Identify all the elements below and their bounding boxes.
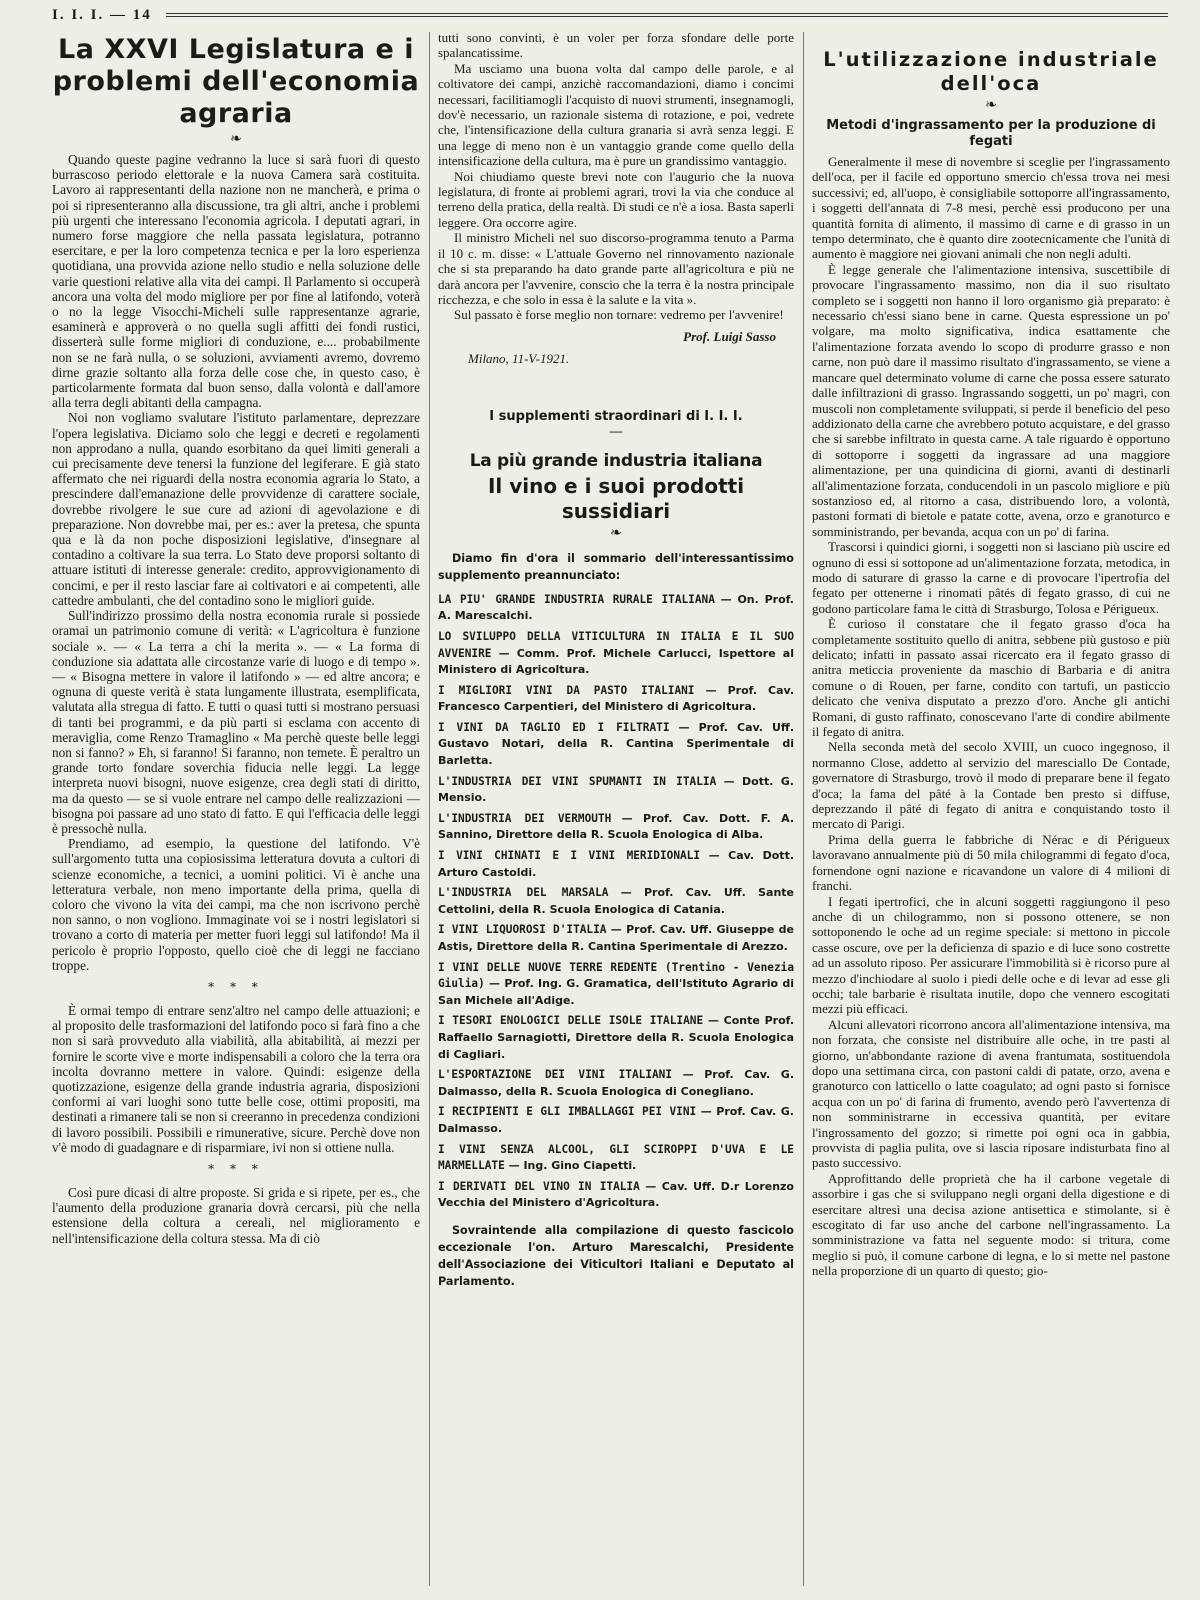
item-title: I VINI LIQUOROSI D'ITALIA (438, 923, 607, 937)
item-title: L'INDUSTRIA DEI VINI SPUMANTI IN ITALIA (438, 774, 717, 788)
list-item (438, 629, 794, 679)
paragraph: Alcuni allevatori ricorrono ancora all'alimentazione intensiva, ma non forzata, che consiste nel distribuire alle oche, in tre pasti al giorno, un'abbondante razione di avena frantumata, sostituendola dopo una settimana circa, con pastoni caldi di patate, orzo, avena e granoturco con latticello o latte coagulato; ad ogni pasto si fornisce acqua con un po' di farina di frumento, avendo però l'avvertenza di non somministrarne in eccessiva quantità, per evitare l'ingrossamento del gozzo; si rimette poi ogni oca in gabbia, provvista di paglia pulita, ove si lascia riposare indisturbata fino al pasto successivo. (812, 1016, 1170, 1171)
paragraph: È legge generale che l'alimentazione intensiva, suscettibile di provocare l'ingrassamento massimo, non dia il suo risultato completo se i soggetti non hanno il loro organismo già preparato: è necessario ch'essi siano bene in carne. Questa espressione un po' volgare, ma molto significativa, indica esattamente che l'alimentazione forzata avendo lo scopo di produrre grasso e non carne, non può dare il massimo risultato d'ingrassamento, se viene a mancare quel determinato volume di carne che possa essere saturato dalle infiltrazioni di grasso. Ingrassando soggetti, un po' magri, con muscoli non completamente sviluppati, si perde il beneficio del peso addizionato della carne che avrebbero potuto acquistare, e del grasso che si sarebbe infiltrato in questa carne. A tale riguardo è opportuno di sottoporre i soggetti da ingrassare ad una maggiore alimentazione, per una quindicina di giorni, avanti di destinarli all'alimentazione forzata, conducendoli in un pascolo migliore e più sostanzioso ed, al ritorno a casa, distribuendo loro, a volontà, pastoni formati di bietole e patate cotte, avena, orzo e granoturco e somministrando, per bevanda, acqua con un po' di farina. (812, 261, 1170, 539)
paragraph: È ormai tempo di entrare senz'altro nel campo delle attuazioni; e al proposito delle trasformazioni del latifondo poco si farà fino a che non si sarà provveduto alla viabilità, alla abitabilità, ai mezzi per fornire le scorte vive e morte indispensabili a coloro che la terra ora incolta dovranno mettere in valore. Quindi: esigenze della quotizzazione, esigenze della grande industria agraria, disposizioni conformi ai vari luoghi sono tutte belle cose, ottimi propositi, ma destinati a rimanere tali se non si creeranno in precedenza condizioni di lavoro possibili. Possibili e rimunerative, sicure. Perchè dove non v'è modo di guadagnare e di risparmiare, ivi non si ottiene nulla. (52, 1002, 420, 1155)
column-divider (803, 32, 804, 1586)
header-rule (166, 13, 1168, 17)
article-headline: L'utilizzazione industriale dell'oca (823, 48, 1159, 95)
paragraph: Quando queste pagine vedranno la luce si sarà fuori di questo burrascoso periodo elettorale e la nuova Camera sarà costituita. Lavoro ai rappresentanti della nazione non ne mancherà, e prima o poi si ripresenteranno alla discussione, tra gli altri, anche i problemi più urgenti che interessano l'economia agricola. I deputati agrari, in numero forse maggiore che nella passata legislatura, potranno esercitare, e per la loro competenza tecnica e per la loro esperienza quotidiana, una provvida azione nello studio e nella soluzione delle varie questioni relative alla vita dei campi. Il Parlamento si occuperà ancora una volta del modo migliore per por fine al latifondo, voterà o no la legge Visocchi-Micheli sulle rappresentanze agrarie, esaminerà e approverà o no quella sugli affitti dei fondi rustici, disserterà sulle forme migliori di conduzione, e.... probabilmente non se ne farà nulla, o se soluzioni, avviamenti avremo, dovremo dirne grazie soltanto alla forza delle cose che, in questo caso, è particolarmente formata dal buon senso, dalla volontà e dall'amore alla terra degli abitanti della campagna. (52, 152, 420, 411)
list-item (438, 848, 794, 881)
item-author: — Prof. Cav. Dott. F. A. Sannino, Direttore della R. Scuola Enologica di Alba. (438, 811, 794, 842)
dash-separator: — (609, 423, 623, 440)
item-author: — On. Prof. A. Marescalchi. (438, 592, 794, 623)
list-item (438, 1179, 794, 1212)
item-author: — Conte Prof. Raffaello Sarnagiotti, Direttore della R. Scuola Enologica di Cagliari. (438, 1014, 794, 1061)
ornament-icon: ❧ (610, 524, 622, 541)
item-title: I VINI DA TAGLIO ED I FILTRATI (438, 720, 670, 734)
paragraph: Il ministro Micheli nel suo discorso-programma tenuto a Parma il 10 c. m. disse: « L'attuale Governo nel rinnovamento nazionale che si sta preparando ha dato grande parte all'agricoltura e più ne darà ancora per l'avvenire, conscio che la terra è la nostra principale ricchezza, e che solo in essa è la salute e la vita ». (438, 230, 794, 307)
paragraph: Prendiamo, ad esempio, la questione del latifondo. V'è sull'argomento tutta una copiosissima letteratura dovuta a cultori di scienze economiche, a tecnici, a uomini politici. Vi è anche una letteratura verbale, non meno importante della prima, quella di coloro che vivono la vita dei campi, ma che non iscrivono perchè non sanno, o non vogliono. Immaginate voi se i nostri legislatori si trovano a corto di materia per metter fuori leggi sul latifondo! Ma il pericolo è proprio l'opposto, quello cioè che di leggi ne facciano troppe. (52, 836, 420, 973)
item-title: I DERIVATI DEL VINO IN ITALIA (438, 1179, 640, 1193)
list-item (438, 1142, 794, 1175)
paragraph: Approfittando delle proprietà che ha il carbone vegetale di assorbire i gas che si sviluppano negli organi della digestione e di esercitare altresì una decisa azione antisettica e stimolante, si è escogitato di far uso anche del carbone nell'ingrassamento. La somministrazione va fatta nel seguente modo: si tritura, come meglio si può, il comune carbone di legna, e lo si mette nel pastone nella proporzione di un quarto di questo; gio- (812, 1170, 1170, 1279)
ornament-icon: ❧ (230, 131, 242, 147)
item-title: L'INDUSTRIA DEI VERMOUTH (438, 811, 612, 825)
supplement-note: Sovraintende alla compilazione di questo fascicolo eccezionale l'on. Arturo Marescalchi, Presidente dell'Associazione dei Viticultori Italiani e Deputato al Parlamento. (438, 1223, 794, 1288)
paragraph: Prima della guerra le fabbriche di Nérac e di Périgueux lavoravano annualmente più di 50 mila chilogrammi di fegato d'oca, fornendone ogni nazione e ricavandone un valore di 4 milioni di franchi. (812, 831, 1170, 894)
paragraph: Così pure dicasi di altre proposte. Si grida e si ripete, per es., che l'aumento della produzione granaria dovrà cercarsi, più che nella estensione della coltura a cereali, nel miglioramento e nell'intensificazione della coltura stessa. Ma di ciò (52, 1185, 420, 1246)
paragraph: Sul passato è forse meglio non tornare: vedremo per l'avvenire! (454, 307, 784, 323)
dateline: Milano, 11-V-1921. (468, 350, 570, 366)
item-author: — Prof. Cav. Uff. Gustavo Notari, della R. Cantina Sperimentale di Barletta. (438, 720, 794, 768)
list-item (438, 1104, 794, 1137)
item-title: I MIGLIORI VINI DA PASTO ITALIANI (438, 683, 695, 697)
item-author: — Prof. Cav. G. Dalmasso. (438, 1105, 794, 1135)
list-item (438, 720, 794, 770)
article-body (812, 154, 1170, 1279)
supplement-title: La più grande industria italiana (469, 450, 763, 471)
list-item (438, 774, 794, 807)
item-author: — Comm. Prof. Michele Carlucci, Ispettore al Ministero di Agricoltura. (438, 646, 794, 677)
paragraph: Noi non vogliamo svalutare l'istituto parlamentare, deprezzare l'opera legislativa. Diciamo solo che leggi e decreti e regolamenti non approdano a nulla, quando esorbitano da quei limiti generali a cui precisamente deve tenersi la funzione del legiferare. E già stato affermato che nei riguardi della nostra economia agraria lo Stato, a prescindere dall'emanazione delle provvidenze di carattere sociale, dovrebbe rivolgere le sue cure ad azioni di agevolazione e di preparazione. Non dovrebbe mai, per es.: aver la pretesa, che spunta qua e là da non poche disposizioni legislative, d'insegnare al contadino a coltivare la sua terra. Lo Stato deve proporsi soltanto di attuare istituti di interesse generale: credito, approvvigionamento di concimi, e per il resto lasciar fare ai coltivatori e ai competenti, alle cattedre ambulanti, che del contadino sono le migliori guide. (52, 410, 420, 608)
article-body (52, 152, 420, 1246)
list-item (438, 1013, 794, 1063)
item-title: L'ESPORTAZIONE DEI VINI ITALIANI (438, 1068, 673, 1082)
item-title: I VINI DELLE NUOVE TERRE REDENTE (Trentino - Venezia Giulia) (438, 960, 794, 991)
running-head (52, 4, 1168, 26)
page-number-label: I. I. I. — 14 (52, 6, 152, 23)
item-title: I RECIPIENTI E GLI IMBALLAGGI PEI VINI (438, 1105, 697, 1119)
item-title: L'INDUSTRIA DEL MARSALA (438, 886, 609, 900)
supplement-intro: Diamo fin d'ora il sommario dell'interessantissimo supplemento preannunciato: (438, 551, 794, 582)
item-author: — Prof. Cav. Uff. Giuseppe de Astis, Direttore della R. Cantina Sperimentale di Arezzo. (438, 923, 794, 953)
list-item (438, 922, 794, 955)
item-author: — Dott. G. Mensio. (438, 774, 794, 805)
paragraph: tutti sono convinti, è un voler per forza sfondare delle porte spalancatissime. (438, 30, 794, 61)
list-item (438, 1067, 794, 1100)
list-item (438, 960, 794, 1010)
item-title: I TESORI ENOLOGICI DELLE ISOLE ITALIANE (438, 1014, 704, 1028)
supplement-subtitle: Il vino e i suoi prodotti sussidiari (487, 473, 745, 523)
item-author: — Prof. Cav. Francesco Carpentieri, del Ministero di Agricoltura. (438, 683, 794, 714)
item-title: I VINI CHINATI E I VINI MERIDIONALI (438, 849, 701, 863)
paragraph: Trascorsi i quindici giorni, i soggetti non si lasciano più uscire ed ognuno di essi si sottopone ad un'alimentazione forzata, metodica, in modo di saturare di grasso la carne e di provocare l'ipertrofia del fegato per ottenerne i rinomati pâtés di fegato grasso, di cui ne godono particolare fama le città di Strasburgo, Tolosa e Périgueux. (812, 539, 1170, 616)
paragraph: È curioso il constatare che il fegato grasso d'oca ha completamente sostituito quello di anitra, sebbene più gustoso e più delicato; infatti in passato assai ricercato era il fegato grasso di anitra meticcia proveniente da maschio di Barbaria e di anitra comune o di Rouen, per farne, condito con tartufi, un pasticcio delicato che veniva disputato a prezzo d'oro. Anche gli antichi Romani, di gusto raffinato, conoscevano l'arte di condire abilmente il fegato di anitra. (812, 616, 1170, 740)
section-break: * * * (208, 1162, 264, 1176)
list-item (438, 683, 794, 716)
list-item (438, 592, 794, 625)
item-author: — Ing. Gino Ciapetti. (504, 1159, 637, 1173)
paragraph: Generalmente il mese di novembre si sceglie per l'ingrassamento dell'oca, per il facile ed opportuno smercio ch'essa trova nei mesi successivi; ed, all'uopo, è consigliabile sottoporre all'ingrassamento, i soggetti dell'annata di 7-8 mesi, perchè essi producono per una quantità fornita di alimento, il massimo di carne e di grasso in un tempo determinato, che è quanto dire zootecnicamente che l'unità di aumento è maggiore nei giovani animali che non negli adulti. (812, 154, 1170, 262)
item-title: I VINI SENZA ALCOOL, GLI SCIROPPI D'UVA E LE MARMELLATE (438, 1142, 794, 1173)
article-subheadline: Metodi d'ingrassamento per la produzione di fegati (826, 118, 1156, 149)
list-item (438, 885, 794, 918)
article-body-continued (438, 30, 794, 323)
column-right (812, 30, 1170, 1586)
item-author: — Cav. Uff. D.r Lorenzo Vecchia del Ministero d'Agricoltura. (438, 1179, 794, 1210)
column-left (52, 30, 420, 1586)
item-author: — Prof. Ing. G. Gramatica, dell'Istituto Agrario di San Michele all'Adige. (438, 977, 794, 1007)
paragraph: Sull'indirizzo prossimo della nostra economia rurale si possiede oramai un patrimonio comune di verità: « L'agricoltura è funzione sociale ». — « La terra a chi la merita ». — « La forma di conduzione sia adattata alle circostanze varie di luogo e di tempo ». — « Bisogna mettere in valore il latifondo » — ed altre ancora; e ognuna di queste verità è stata lungamente illustrata, esemplificata, valutata alla stregua di fatto. E tutti o quasi tutti si mostrano persuasi di tanti bei programmi, e da più parti si esclama con accento di meraviglia, come Renzo Tramaglino « Ma perchè queste belle leggi non si fanno? » Eh, si faranno! Si faranno, non temete. È peraltro un grande torto fondare soverchia fiducia nelle leggi. La legge interpreta nuovi bisogni, nuove esigenze, crea degli stati di diritto, ma da questo — se si vuole entrare nel campo delle realizzazioni — bisogna poi passare ad uno stato di fatto. E qui l'efficacia delle leggi è pressochè nulla. (52, 608, 420, 836)
column-divider (429, 32, 430, 1586)
paragraph: I fegati ipertrofici, che in alcuni soggetti raggiungono il peso anche di un chilogrammo, non si possono ottenere, se non sottoponendo le oche ad un regime speciale: si mettono in piccole casse oscure, ove per la deficienza di spazio e di luce sono costrette ad un assoluto riposo. Per assicurare l'immobilità si è ricorso pure al mezzo d'inchiodare al suolo i piedi delle oche e di levar ad esse gli occhi; tale barbarie è risultata inutile, dopo che vennero escogitati mezzi più efficaci. (812, 893, 1170, 1017)
item-author: — Prof. Cav. G. Dalmasso, della R. Scuola Enologica di Conegliano. (438, 1068, 794, 1098)
supplement-kicker: I supplementi straordinari di I. I. I. (489, 408, 743, 424)
item-author: — Cav. Dott. Arturo Castoldi. (438, 849, 794, 879)
section-break: * * * (208, 979, 264, 994)
item-author: — Prof. Cav. Uff. Sante Cettolini, della R. Scuola Enologica di Catania. (438, 886, 794, 916)
ornament-icon: ❧ (985, 97, 997, 113)
item-title: LA PIU' GRANDE INDUSTRIA RURALE ITALIANA (438, 592, 715, 606)
paragraph: Nella seconda metà del secolo XVIII, un cuoco ingegnoso, il normanno Close, addetto al servizio del maresciallo De Contade, governatore di Strasburgo, trovò il modo di preparare bene il fegato d'oca; la fama del pâté à la Contade ben presto si diffuse, deprezzando il pâté di fegato di anitra e conquistando tosto il mercato di Parigi. (812, 739, 1170, 832)
list-item (438, 811, 794, 844)
paragraph: Ma usciamo una buona volta dal campo delle parole, e al coltivatore dei campi, anzichè raccomandazioni, diamo i concimi necessari, facilitiamogli l'acquisto di nuovi strumenti, insegnamogli, dov'è necessario, un razionale sistema di rotazione, e poi, vedrete che, l'intensificazione della cultura granaria si avrà senza leggi. E una legge di meno non è un vantaggio grande come quello della intensificazione della cultura, ma è pure un grandissimo vantaggio. (438, 60, 794, 169)
column-middle (438, 30, 794, 1586)
paragraph: Noi chiudiamo queste brevi note con l'augurio che la nuova legislatura, di fronte ai problemi agrari, trovi la via che conduce al terreno della pratica, della realtà. Di studi ce n'è a iosa. Basta saperli leggere. Ora occorre agire. (438, 168, 794, 230)
article-headline: La XXVI Legislatura e i problemi dell'economia agraria (52, 34, 420, 129)
item-title: LO SVILUPPO DELLA VITICULTURA IN ITALIA E IL SUO AVVENIRE (438, 629, 794, 660)
supplement-contents-list (438, 592, 794, 1212)
author-signature: Prof. Luigi Sasso (683, 328, 776, 344)
